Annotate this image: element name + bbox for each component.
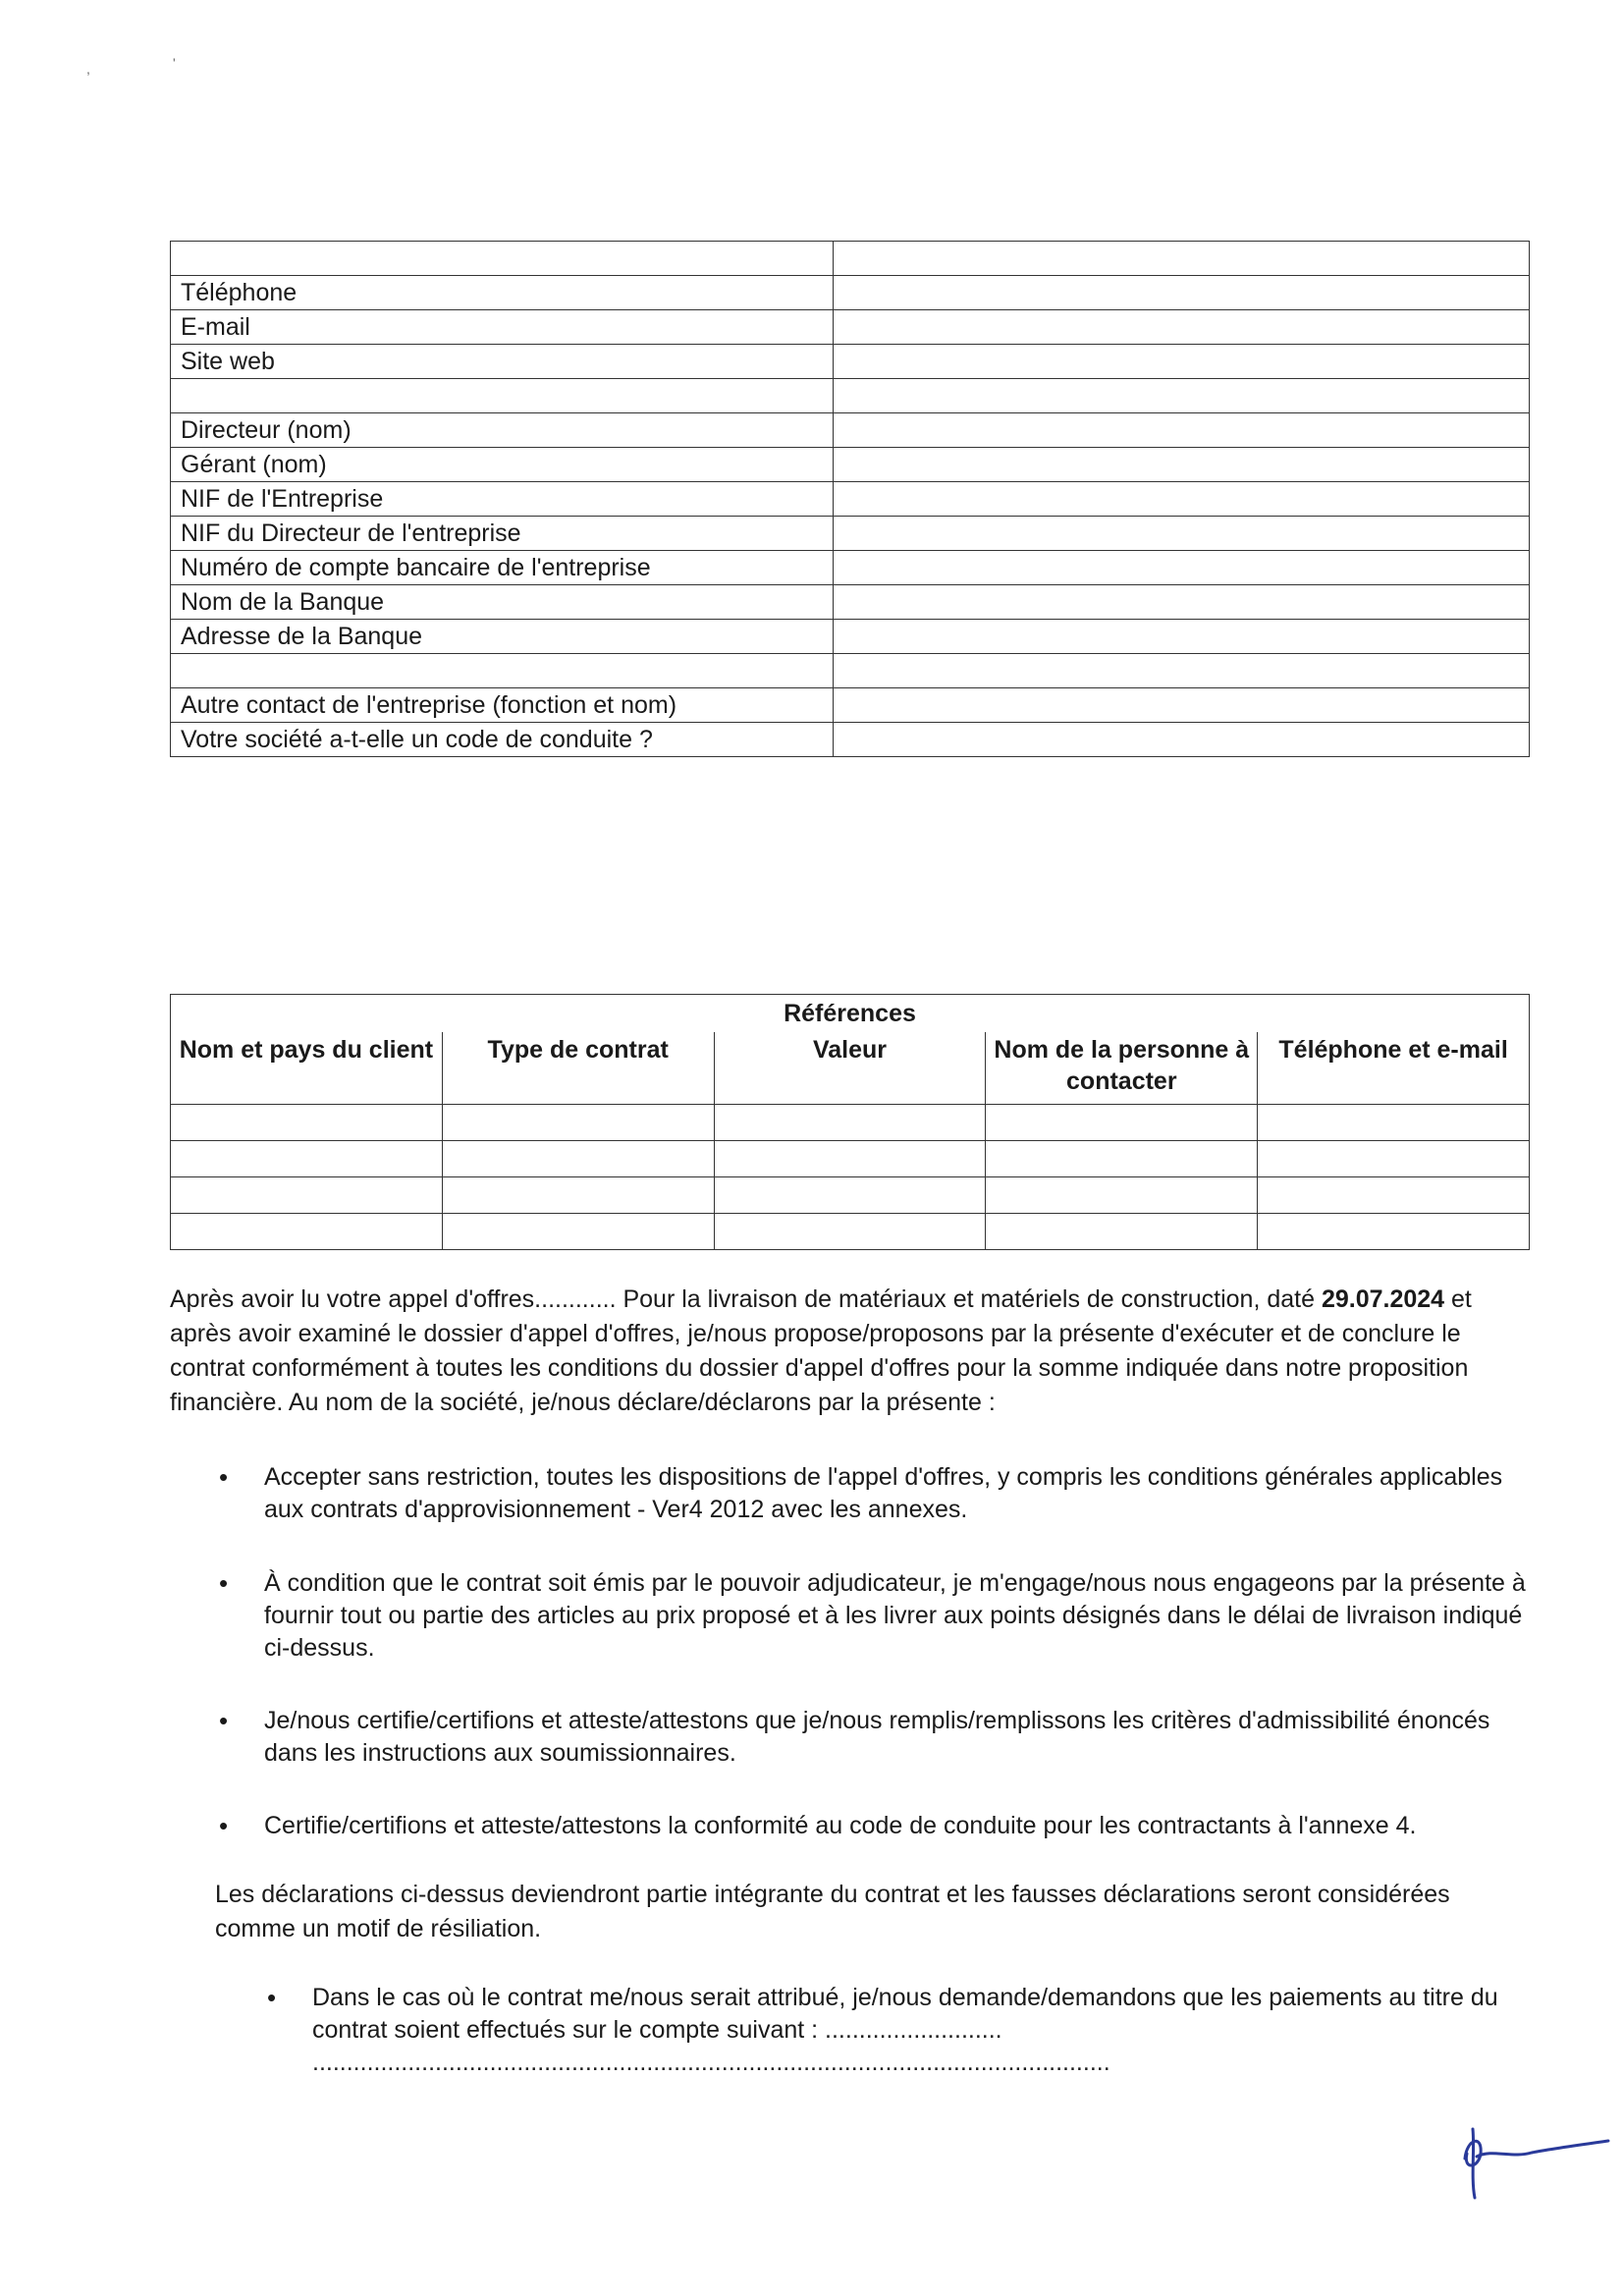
column-header-client: Nom et pays du client bbox=[171, 1032, 443, 1105]
reference-cell[interactable] bbox=[714, 1105, 986, 1141]
reference-cell[interactable] bbox=[1258, 1177, 1530, 1214]
info-value-field[interactable] bbox=[834, 345, 1530, 379]
reference-cell[interactable] bbox=[171, 1177, 443, 1214]
info-label: Site web bbox=[171, 345, 834, 379]
reference-cell[interactable] bbox=[442, 1177, 714, 1214]
info-value-field[interactable] bbox=[834, 276, 1530, 310]
info-value-field[interactable] bbox=[834, 654, 1530, 688]
column-header-value: Valeur bbox=[714, 1032, 986, 1105]
info-row bbox=[171, 723, 1530, 757]
info-row bbox=[171, 482, 1530, 517]
info-label bbox=[171, 654, 834, 688]
reference-row bbox=[171, 1214, 1530, 1250]
payment-item bbox=[267, 1982, 1530, 2079]
info-row bbox=[171, 310, 1530, 345]
declaration-item bbox=[219, 1705, 1541, 1770]
info-label: NIF du Directeur de l'entreprise bbox=[171, 517, 834, 551]
scan-mark: ' bbox=[173, 55, 176, 71]
payment-text: Dans le cas où le contrat me/nous serait attribué, je/nous demande/demandons que les paiements au titre du contrat soient effectués sur le compte suivant : .......................... bbox=[312, 1984, 1498, 2044]
info-label: Autre contact de l'entreprise (fonction et nom) bbox=[171, 688, 834, 723]
bullet-icon: • bbox=[267, 1983, 277, 2012]
declaration-text: À condition que le contrat soit émis par le pouvoir adjudicateur, je m'engage/nous nous engageons par la présente à fournir tout ou partie des articles au prix proposé et à les livrer aux points désignés dans le délai de livraison indiqué ci-dessus. bbox=[264, 1569, 1526, 1662]
reference-cell[interactable] bbox=[986, 1141, 1258, 1177]
reference-cell[interactable] bbox=[442, 1214, 714, 1250]
info-row bbox=[171, 413, 1530, 448]
info-label: Numéro de compte bancaire de l'entreprise bbox=[171, 551, 834, 585]
reference-row bbox=[171, 1141, 1530, 1177]
column-header-phone-email: Téléphone et e-mail bbox=[1258, 1032, 1530, 1105]
reference-row bbox=[171, 1105, 1530, 1141]
info-label: Téléphone bbox=[171, 276, 834, 310]
info-row bbox=[171, 517, 1530, 551]
info-row bbox=[171, 379, 1530, 413]
info-label: Adresse de la Banque bbox=[171, 620, 834, 654]
reference-cell[interactable] bbox=[986, 1105, 1258, 1141]
closing-paragraph: Les déclarations ci-dessus deviendront partie intégrante du contrat et les fausses déclarations seront considérées comme un motif de résiliation. bbox=[215, 1881, 1450, 1942]
column-header-contact-person: Nom de la personne à contacter bbox=[986, 1032, 1258, 1105]
info-row bbox=[171, 242, 1530, 276]
bullet-icon: • bbox=[219, 1811, 229, 1840]
info-row bbox=[171, 276, 1530, 310]
declaration-text: Accepter sans restriction, toutes les dispositions de l'appel d'offres, y compris les conditions générales applicables aux contrats d'approvisionnement - Ver4 2012 avec les annexes. bbox=[264, 1463, 1503, 1523]
company-info-table bbox=[170, 241, 1530, 757]
reference-cell[interactable] bbox=[714, 1177, 986, 1214]
column-header-contract-type: Type de contrat bbox=[442, 1032, 714, 1105]
info-row bbox=[171, 620, 1530, 654]
info-row bbox=[171, 688, 1530, 723]
info-row bbox=[171, 585, 1530, 620]
info-label bbox=[171, 379, 834, 413]
reference-cell[interactable] bbox=[171, 1214, 443, 1250]
bullet-icon: • bbox=[219, 1706, 229, 1735]
info-label: Directeur (nom) bbox=[171, 413, 834, 448]
reference-cell[interactable] bbox=[1258, 1141, 1530, 1177]
reference-cell[interactable] bbox=[714, 1141, 986, 1177]
info-value-field[interactable] bbox=[834, 551, 1530, 585]
intro-text-1: Après avoir lu votre appel d'offres............ Pour la livraison de matériaux et matériels de construction, daté bbox=[170, 1285, 1322, 1313]
references-table bbox=[170, 994, 1530, 1250]
reference-cell[interactable] bbox=[1258, 1105, 1530, 1141]
info-row bbox=[171, 654, 1530, 688]
declaration-text: Je/nous certifie/certifions et atteste/attestons que je/nous remplis/remplissons les critères d'admissibilité énoncés dans les instructions aux soumissionnaires. bbox=[264, 1707, 1490, 1767]
reference-cell[interactable] bbox=[442, 1141, 714, 1177]
info-value-field[interactable] bbox=[834, 585, 1530, 620]
offer-date: 29.07.2024 bbox=[1321, 1285, 1445, 1313]
intro-paragraph bbox=[170, 1283, 1535, 1420]
info-value-field[interactable] bbox=[834, 723, 1530, 757]
reference-cell[interactable] bbox=[714, 1214, 986, 1250]
info-label bbox=[171, 242, 834, 276]
info-label: Votre société a-t-elle un code de conduite ? bbox=[171, 723, 834, 757]
reference-cell[interactable] bbox=[171, 1105, 443, 1141]
reference-cell[interactable] bbox=[442, 1105, 714, 1141]
info-value-field[interactable] bbox=[834, 379, 1530, 413]
info-label: Nom de la Banque bbox=[171, 585, 834, 620]
info-value-field[interactable] bbox=[834, 448, 1530, 482]
bullet-icon: • bbox=[219, 1568, 229, 1598]
info-value-field[interactable] bbox=[834, 688, 1530, 723]
info-row bbox=[171, 551, 1530, 585]
info-value-field[interactable] bbox=[834, 310, 1530, 345]
reference-cell[interactable] bbox=[171, 1141, 443, 1177]
info-label: NIF de l'Entreprise bbox=[171, 482, 834, 517]
reference-row bbox=[171, 1177, 1530, 1214]
info-label: Gérant (nom) bbox=[171, 448, 834, 482]
info-value-field[interactable] bbox=[834, 620, 1530, 654]
info-value-field[interactable] bbox=[834, 413, 1530, 448]
declaration-item bbox=[219, 1461, 1541, 1526]
info-row bbox=[171, 345, 1530, 379]
info-row bbox=[171, 448, 1530, 482]
declaration-item bbox=[219, 1567, 1541, 1665]
intro-text-2: et après avoir examiné le dossier d'appel d'offres, je/nous propose/proposons par la présente d'exécuter et de conclure le contrat conformément à toutes les conditions du dossier d'appel d'offres pour la somme indiquée dans notre proposition financière. Au nom de la société, je/nous déclare/déclarons par la présente : bbox=[170, 1285, 1472, 1416]
signature-icon bbox=[1453, 2100, 1610, 2217]
reference-cell[interactable] bbox=[986, 1177, 1258, 1214]
scan-mark: , bbox=[86, 61, 90, 77]
reference-cell[interactable] bbox=[1258, 1214, 1530, 1250]
info-value-field[interactable] bbox=[834, 242, 1530, 276]
bullet-icon: • bbox=[219, 1462, 229, 1492]
declaration-text: Certifie/certifions et atteste/attestons la conformité au code de conduite pour les contractants à l'annexe 4. bbox=[264, 1812, 1417, 1839]
info-value-field[interactable] bbox=[834, 482, 1530, 517]
payment-dotted-line: ..................................................................................................................... bbox=[312, 2049, 1110, 2076]
declaration-item bbox=[219, 1810, 1541, 1842]
info-value-field[interactable] bbox=[834, 517, 1530, 551]
reference-cell[interactable] bbox=[986, 1214, 1258, 1250]
info-label: E-mail bbox=[171, 310, 834, 345]
references-title: Références bbox=[714, 995, 986, 1033]
